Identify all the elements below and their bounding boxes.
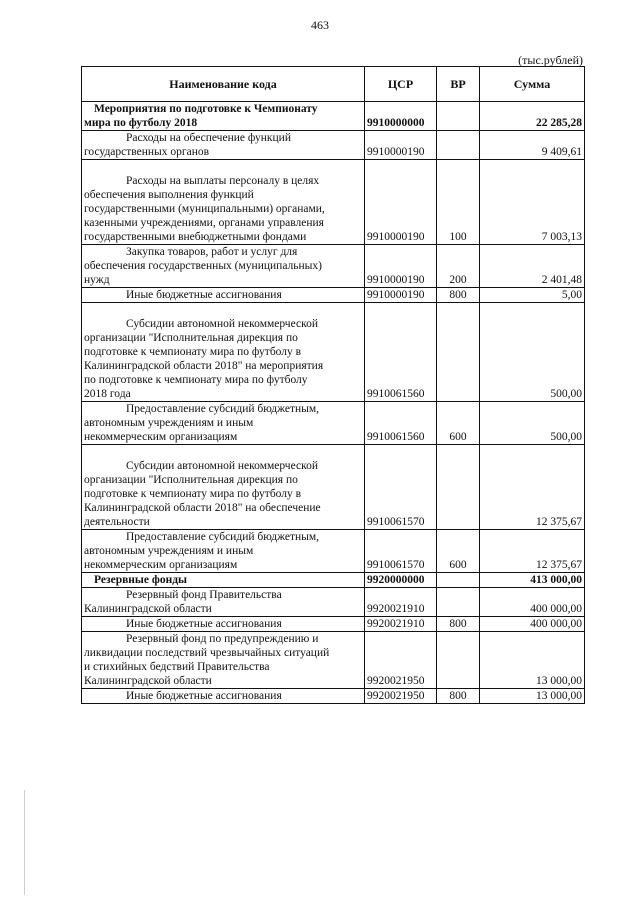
row-name-line: Иные бюджетные ассигнования xyxy=(126,618,282,630)
row-name-line xyxy=(84,160,362,174)
row-csr: 9910000000 xyxy=(365,102,437,131)
row-sum: 9 409,61 xyxy=(480,131,585,160)
units-label: (тыс.рублей) xyxy=(518,53,583,67)
table-row xyxy=(82,160,585,245)
row-sum: 2 401,48 xyxy=(480,245,585,288)
table-row xyxy=(82,288,585,303)
row-name xyxy=(82,617,365,632)
row-vr xyxy=(437,102,480,131)
header-csr: ЦСР xyxy=(365,67,437,102)
row-vr xyxy=(437,632,480,689)
row-vr: 800 xyxy=(437,689,480,704)
row-name xyxy=(82,131,365,160)
row-name-line: Субсидии автономной некоммерческой xyxy=(126,460,318,472)
row-vr xyxy=(437,588,480,617)
row-name-line: Закупка товаров, работ и услуг для xyxy=(126,246,298,258)
row-name xyxy=(82,245,365,288)
row-name xyxy=(82,402,365,445)
table-row xyxy=(82,617,585,632)
row-vr: 100 xyxy=(437,160,480,245)
header-vr: ВР xyxy=(437,67,480,102)
row-sum: 7 003,13 xyxy=(480,160,585,245)
row-sum: 400 000,00 xyxy=(480,588,585,617)
row-csr: 9910000190 xyxy=(365,160,437,245)
row-vr: 800 xyxy=(437,617,480,632)
row-sum: 13 000,00 xyxy=(480,689,585,704)
row-name xyxy=(82,288,365,303)
row-name xyxy=(82,160,365,245)
row-name-line: Резервные фонды xyxy=(94,574,188,586)
row-csr: 9920021910 xyxy=(365,617,437,632)
row-name-line: подготовке к чемпионату мира по футболу в xyxy=(84,488,302,500)
table-row xyxy=(82,102,585,131)
row-vr xyxy=(437,445,480,530)
page-number: 463 xyxy=(311,18,329,32)
row-name-line: ликвидации последствий чрезвычайных ситуаций xyxy=(84,647,330,659)
row-name-line: автономным учреждениям и иным xyxy=(84,417,254,429)
row-name-line: Предоставление субсидий бюджетным, xyxy=(126,403,320,415)
row-name xyxy=(82,530,365,573)
row-name-line: государственных органов xyxy=(84,146,210,158)
row-vr: 800 xyxy=(437,288,480,303)
row-name xyxy=(82,445,365,530)
row-name-line: подготовке к чемпионату мира по футболу в xyxy=(84,346,302,358)
row-csr: 9910061560 xyxy=(365,303,437,402)
row-name-line: Калининградской области 2018" на обеспечение xyxy=(84,502,321,514)
row-name-line: организации "Исполнительная дирекция по xyxy=(84,332,298,344)
row-csr: 9920021950 xyxy=(365,632,437,689)
row-sum: 13 000,00 xyxy=(480,632,585,689)
row-name xyxy=(82,573,365,588)
row-name-line: Иные бюджетные ассигнования xyxy=(126,289,282,301)
row-name-line: автономным учреждениям и иным xyxy=(84,545,254,557)
table-row xyxy=(82,303,585,402)
row-name-line: Калининградской области 2018" на мероприятия xyxy=(84,360,324,372)
row-name-line: государственными (муниципальными) органами, xyxy=(84,203,325,215)
row-sum: 5,00 xyxy=(480,288,585,303)
row-name-line xyxy=(84,445,362,459)
row-sum: 12 375,67 xyxy=(480,445,585,530)
row-vr: 200 xyxy=(437,245,480,288)
row-csr: 9910000190 xyxy=(365,288,437,303)
row-csr: 9920021950 xyxy=(365,689,437,704)
table-row xyxy=(82,131,585,160)
row-name-line: организации "Исполнительная дирекция по xyxy=(84,474,298,486)
row-vr: 600 xyxy=(437,530,480,573)
row-name-line: Расходы на обеспечение функций xyxy=(126,132,291,144)
row-name-line: Предоставление субсидий бюджетным, xyxy=(126,531,320,543)
row-name-line: казенными учреждениями, органами управления xyxy=(84,217,324,229)
header-name: Наименование кода xyxy=(82,67,365,102)
row-vr: 600 xyxy=(437,402,480,445)
row-name-line: государственными внебюджетными фондами xyxy=(84,231,307,243)
row-name-line: мира по футболу 2018 xyxy=(84,117,198,129)
row-name-line: Субсидии автономной некоммерческой xyxy=(126,318,318,330)
table-row xyxy=(82,573,585,588)
row-csr: 9910000190 xyxy=(365,245,437,288)
table-row xyxy=(82,689,585,704)
table-row xyxy=(82,632,585,689)
table-row xyxy=(82,588,585,617)
row-name xyxy=(82,303,365,402)
row-sum: 413 000,00 xyxy=(480,573,585,588)
row-name-line: Резервный фонд по предупреждению и xyxy=(126,633,319,645)
row-csr: 9910061570 xyxy=(365,530,437,573)
row-name-line xyxy=(84,303,362,317)
row-csr: 9910061560 xyxy=(365,402,437,445)
row-name-line: обеспечения выполнения функций xyxy=(84,189,254,201)
table-row xyxy=(82,445,585,530)
row-name-line: Калининградской области xyxy=(84,603,212,615)
row-name xyxy=(82,102,365,131)
row-sum: 400 000,00 xyxy=(480,617,585,632)
row-vr xyxy=(437,573,480,588)
table-row xyxy=(82,530,585,573)
row-name xyxy=(82,632,365,689)
row-name-line: Расходы на выплаты персоналу в целях xyxy=(126,175,320,187)
budget-table xyxy=(81,66,585,704)
row-name-line: нужд xyxy=(84,274,110,286)
header-sum: Сумма xyxy=(480,67,585,102)
row-csr: 9910000190 xyxy=(365,131,437,160)
table-row xyxy=(82,245,585,288)
row-sum: 12 375,67 xyxy=(480,530,585,573)
row-sum: 500,00 xyxy=(480,402,585,445)
row-name-line: 2018 года xyxy=(84,388,131,400)
row-name-line: обеспечения государственных (муниципальных) xyxy=(84,260,322,272)
row-name-line: Мероприятия по подготовке к Чемпионату xyxy=(94,103,318,115)
row-name-line: деятельности xyxy=(84,516,150,528)
row-name xyxy=(82,588,365,617)
row-sum: 500,00 xyxy=(480,303,585,402)
row-sum: 22 285,28 xyxy=(480,102,585,131)
table-body xyxy=(82,102,585,704)
row-name-line: некоммерческим организациям xyxy=(84,431,238,443)
table-header-row xyxy=(82,67,585,102)
table-row xyxy=(82,402,585,445)
row-name-line: по подготовке к чемпионату мира по футболу xyxy=(84,374,308,386)
row-name-line: Иные бюджетные ассигнования xyxy=(126,690,282,702)
row-name xyxy=(82,689,365,704)
row-vr xyxy=(437,131,480,160)
row-name-line: и стихийных бедствий Правительства xyxy=(84,661,270,673)
margin-rule xyxy=(24,790,25,895)
row-csr: 9920000000 xyxy=(365,573,437,588)
row-name-line: некоммерческим организациям xyxy=(84,559,238,571)
row-csr: 9920021910 xyxy=(365,588,437,617)
row-csr: 9910061570 xyxy=(365,445,437,530)
row-vr xyxy=(437,303,480,402)
row-name-line: Резервный фонд Правительства xyxy=(126,589,282,601)
row-name-line: Калининградской области xyxy=(84,675,212,687)
